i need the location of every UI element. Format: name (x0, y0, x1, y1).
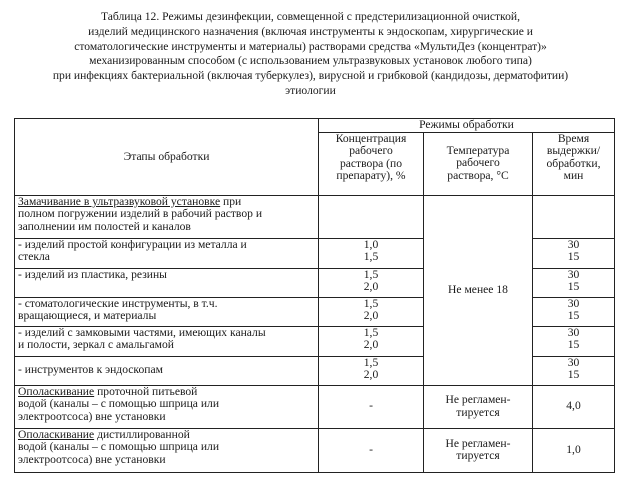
header-time: Время выдержки/ обработки, мин (533, 132, 615, 195)
caption-line: стоматологические инструменты и материалы) растворами средства «МультиДез (концентрат)» (74, 39, 547, 53)
rinse-distilled-water-stage: Ополаскивание дистиллированной водой (каналы – с помощью шприца или электроотсоса) вне установки (15, 428, 319, 472)
table-row: - изделий с замковыми частями, имеющих каналы и полости, зеркал с амальгамой (15, 326, 319, 356)
header-concentration: Концентрация рабочего раствора (по препарату), % (319, 132, 424, 195)
header-temperature: Температура рабочего раствора, °С (424, 132, 533, 195)
conc-cell: 1,5 2,0 (319, 297, 424, 326)
caption-line: при инфекциях бактериальной (включая туберкулез), вирусной и грибковой (кандидозы, дерматофитии) (52, 69, 569, 83)
time-cell: 30 15 (533, 238, 615, 268)
soaking-conc (319, 195, 424, 238)
table-row: - изделий простой конфигурации из металла и стекла (15, 238, 319, 268)
time-cell: 30 15 (533, 268, 615, 297)
conc-cell: - (319, 428, 424, 472)
header-modes: Режимы обработки (319, 119, 615, 133)
temperature-cell: Не менее 18 (424, 195, 533, 385)
rinse-running-water-stage: Ополаскивание проточной питьевой водой (каналы – с помощью шприца или электроотсоса) вне установки (15, 385, 319, 428)
temp-cell: Не регламен- тируется (424, 428, 533, 472)
soaking-time (533, 195, 615, 238)
conc-cell: 1,0 1,5 (319, 238, 424, 268)
conc-cell: 1,5 2,0 (319, 326, 424, 356)
disinfection-table (14, 118, 615, 473)
soaking-stage: Замачивание в ультразвуковой установке при полном погружении изделий в рабочий раствор и заполнении им полостей и каналов (15, 195, 319, 238)
table-row: - инструментов к эндоскопам (15, 356, 319, 385)
time-cell: 30 15 (533, 356, 615, 385)
caption-line: этиологии (285, 83, 336, 97)
header-stages: Этапы обработки (15, 119, 319, 196)
table-row: - стоматологические инструменты, в т.ч. вращающиеся, и материалы (15, 297, 319, 326)
time-cell: 4,0 (533, 385, 615, 428)
time-cell: 30 15 (533, 297, 615, 326)
caption-line: механизированным способом (с использованием ультразвуковых установок любого типа) (89, 54, 532, 68)
time-cell: 1,0 (533, 428, 615, 472)
table-caption (8, 10, 613, 99)
caption-line: Таблица 12. Режимы дезинфекции, совмещенной с предстерилизационной очисткой, (100, 10, 521, 23)
conc-cell: 1,5 2,0 (319, 356, 424, 385)
conc-cell: 1,5 2,0 (319, 268, 424, 297)
time-cell: 30 15 (533, 326, 615, 356)
caption-line: изделий медицинского назначения (включая инструменты к эндоскопам, хирургические и (88, 24, 533, 38)
conc-cell: - (319, 385, 424, 428)
table-row: - изделий из пластика, резины (15, 268, 319, 297)
temp-cell: Не регламен- тируется (424, 385, 533, 428)
